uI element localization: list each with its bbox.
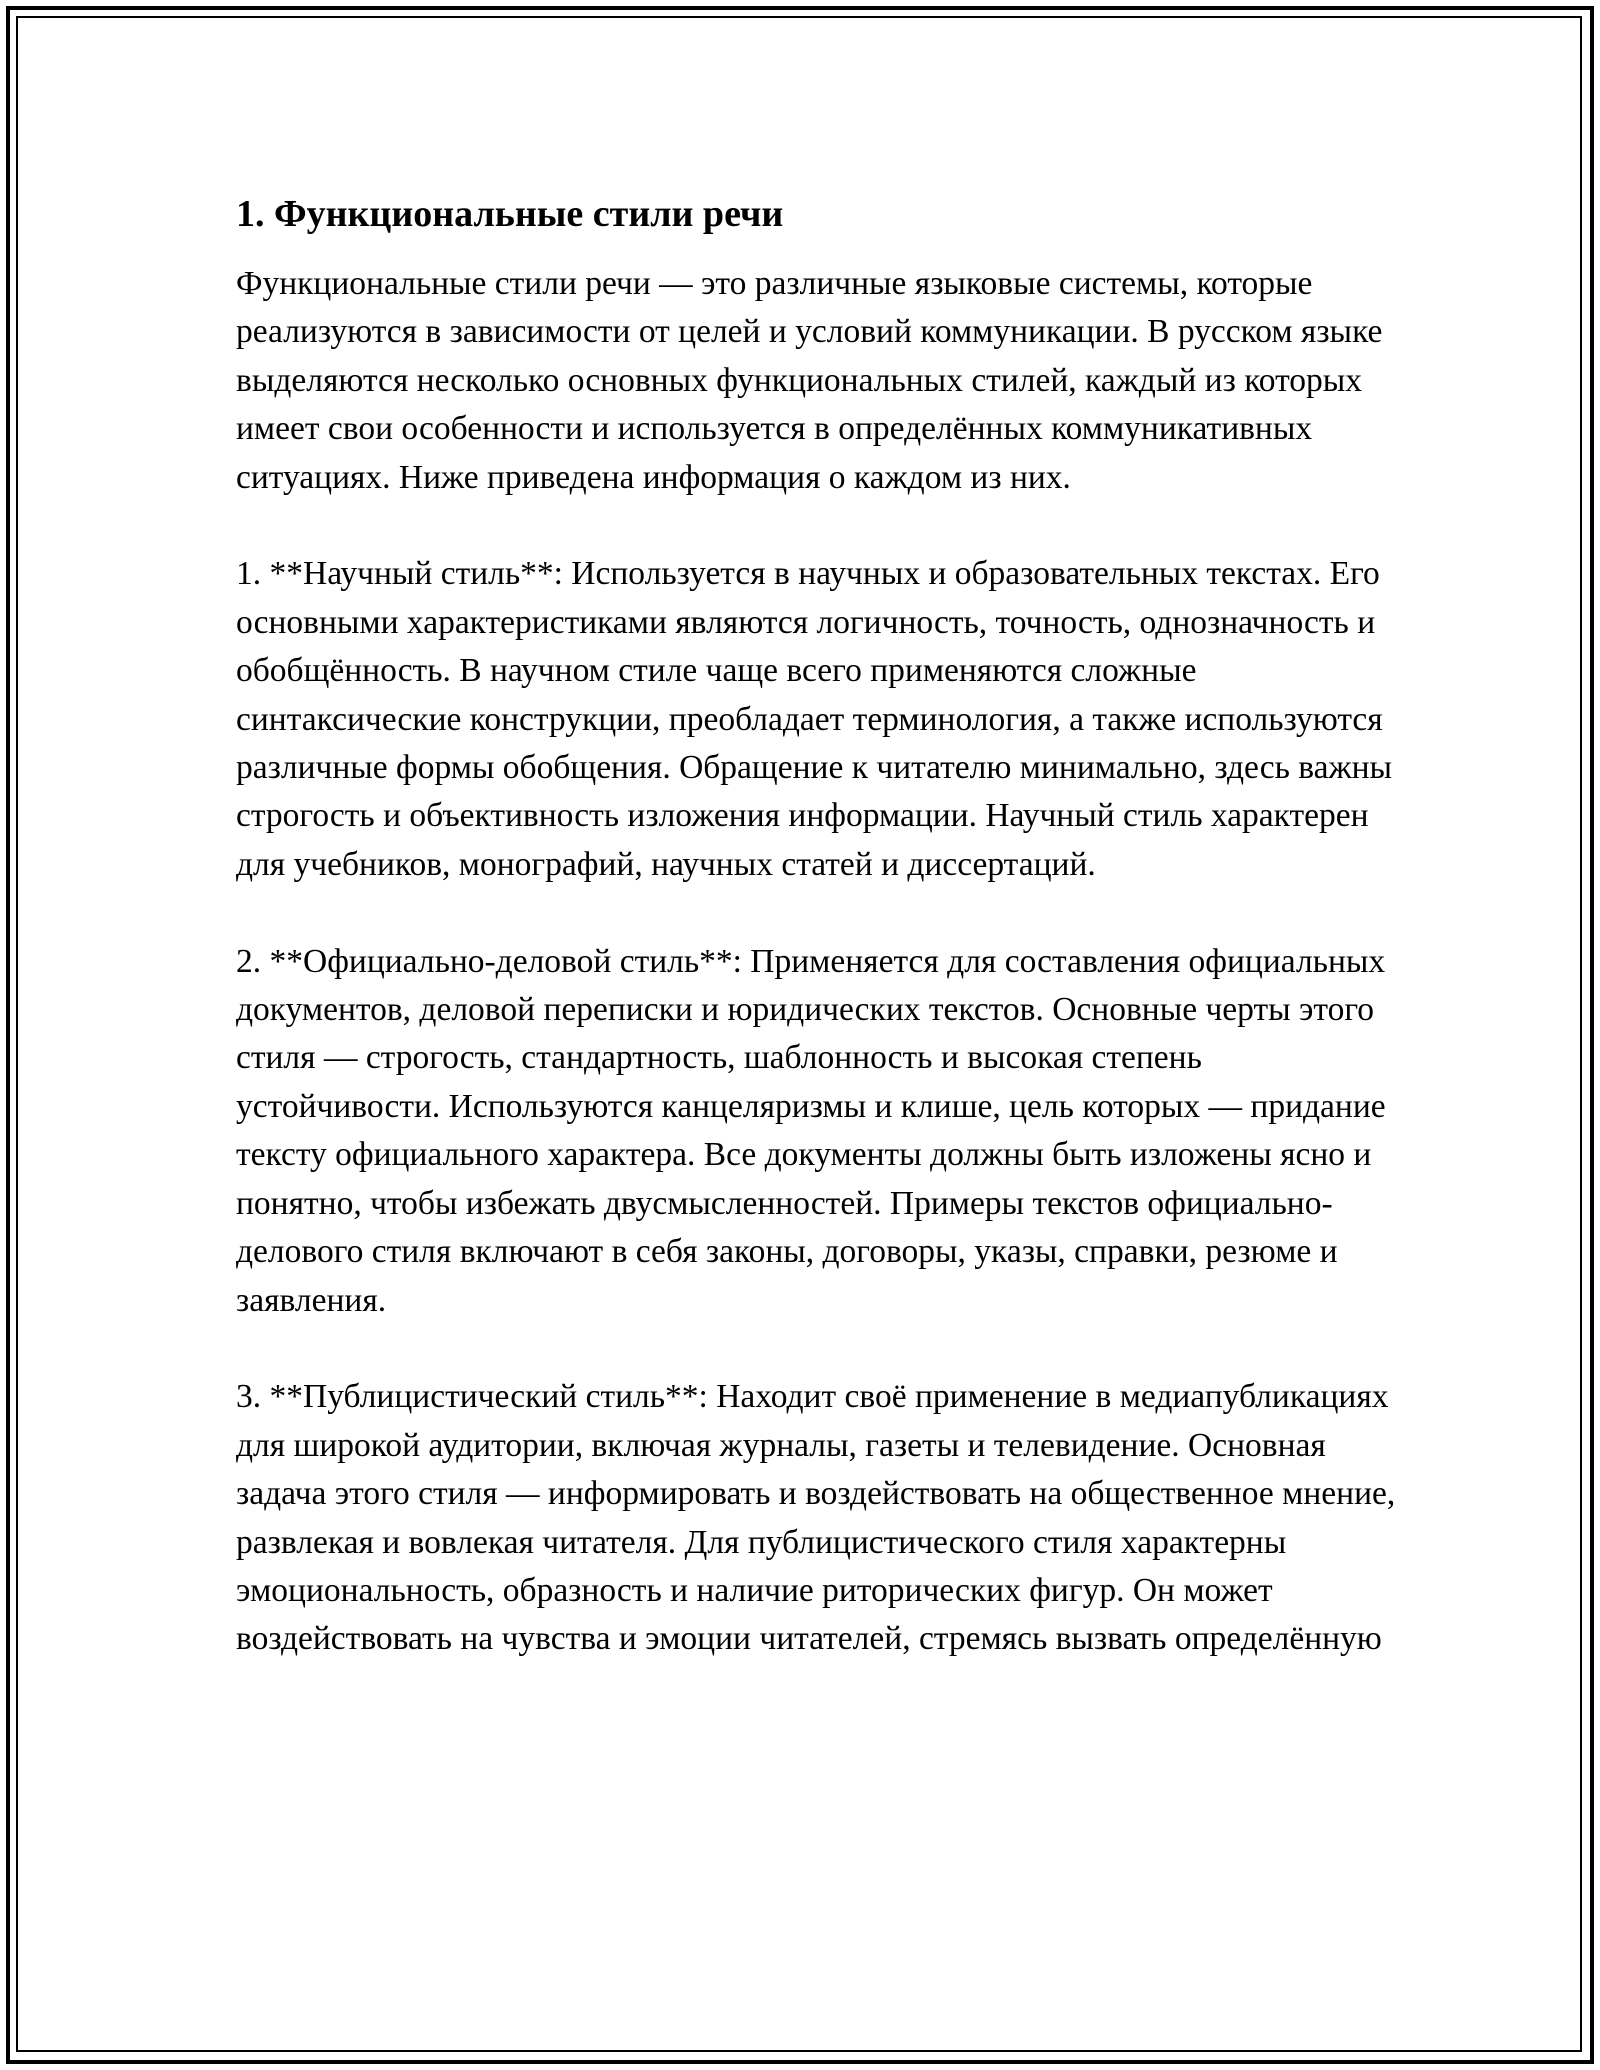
document-body — [236, 190, 1396, 1664]
intro-paragraph: Функциональные стили речи — это различные языковые системы, которые реализуются в зависимости от целей и условий коммуникации. В русском языке выделяются несколько основных функциональных стилей, каждый из которых имеет свои особенности и используется в определённых коммуникативных ситуациях. Ниже приведена информация о каждом из них. — [236, 265, 1383, 496]
scientific-style-paragraph: 1. **Научный стиль**: Используется в научных и образовательных текстах. Его основными характеристиками являются логичность, точность, однозначность и обобщённость. В научном стиле чаще всего применяются сложные синтаксические конструкции, преобладает терминология, а также используются различные формы обобщения. Обращение к читателю минимально, здесь важны строгость и объективность изложения информации. Научный стиль характерен для учебников, монографий, научных статей и диссертаций. — [236, 555, 1393, 883]
section-heading: 1. Функциональные стили речи — [236, 193, 784, 235]
journalistic-style-paragraph: 3. **Публицистический стиль**: Находит своё применение в медиапубликациях для широкой аудитории, включая журналы, газеты и телевидение. Основная задача этого стиля — информировать и воздействовать на общественное мнение, развлекая и вовлекая читателя. Для публицистического стиля характерны эмоциональность, образность и наличие риторических фигур. Он может воздействовать на чувства и эмоции читателей, стремясь вызвать определённую — [236, 1378, 1396, 1658]
official-business-style-paragraph: 2. **Официально-деловой стиль**: Применяется для составления официальных документов, деловой переписки и юридических текстов. Основные черты этого стиля — строгость, стандартность, шаблонность и высокая степень устойчивости. Используются канцеляризмы и клише, цель которых — придание тексту официального характера. Все документы должны быть изложены ясно и понятно, чтобы избежать двусмысленностей. Примеры текстов официально-делового стиля включают в себя законы, договоры, указы, справки, резюме и заявления. — [236, 942, 1386, 1319]
